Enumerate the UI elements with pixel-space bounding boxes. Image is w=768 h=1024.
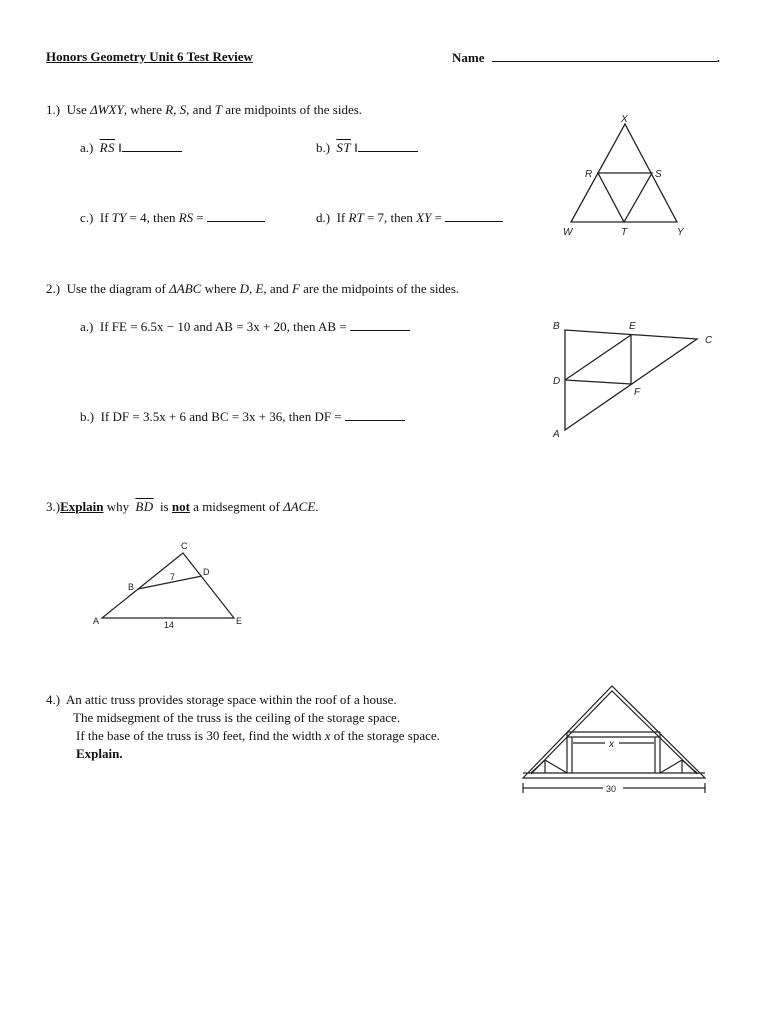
q3-post: a midsegment of bbox=[189, 499, 284, 514]
q2b bbox=[80, 408, 405, 425]
triangle-rst bbox=[598, 173, 652, 222]
q2-stem-post: are the midpoints of the sides. bbox=[299, 281, 460, 296]
q2-stem-and: and bbox=[266, 281, 292, 296]
label-e: E bbox=[236, 616, 243, 626]
q2-stem bbox=[46, 281, 459, 297]
q1d-post: = bbox=[431, 210, 442, 225]
q1-triangle: ΔWXY bbox=[90, 102, 124, 117]
q1-point-t: T bbox=[214, 102, 222, 117]
q1b-blank[interactable] bbox=[358, 139, 418, 152]
q4-line1 bbox=[46, 692, 397, 708]
q1b bbox=[316, 139, 418, 156]
q3-is: is bbox=[156, 499, 172, 514]
label-x: X bbox=[621, 114, 628, 125]
q2b-text: If DF = 3.5x + 6 and BC = 3x + 36, then DF = bbox=[100, 409, 342, 424]
name-end: . bbox=[716, 50, 720, 65]
q4-number: 4.) bbox=[46, 692, 61, 707]
q2a-blank[interactable] bbox=[350, 318, 410, 331]
q1-stem-post: are midpoints of the sides. bbox=[221, 102, 363, 117]
q1-triangle-figure bbox=[555, 110, 695, 240]
q4-line3-x: x bbox=[324, 728, 331, 743]
q1d bbox=[316, 209, 503, 226]
q1c-blank[interactable] bbox=[207, 209, 265, 222]
q4-line2: The midsegment of the truss is the ceiling of the storage space. bbox=[73, 710, 401, 725]
q2-stem-mid: where bbox=[201, 281, 240, 296]
name-blank[interactable] bbox=[492, 49, 717, 62]
q1-stem-mid: , where bbox=[123, 102, 166, 117]
label-b: B bbox=[128, 582, 135, 592]
label-d: D bbox=[553, 376, 561, 387]
name-label bbox=[452, 49, 720, 66]
q2-triangle-figure bbox=[545, 315, 720, 450]
q1c-var2: RS bbox=[178, 210, 194, 225]
q2a bbox=[80, 318, 410, 335]
q1c-var1: TY bbox=[111, 210, 127, 225]
label-y: Y bbox=[677, 227, 684, 238]
q1c-label: c.) bbox=[80, 210, 94, 225]
q4-line3 bbox=[76, 728, 440, 744]
q3-not: not bbox=[171, 499, 190, 514]
q1c-post: = bbox=[193, 210, 204, 225]
q4-line1-text: An attic truss provides storage space within the roof of a house. bbox=[65, 692, 397, 707]
label-t: T bbox=[621, 227, 628, 238]
label-w: W bbox=[563, 227, 573, 238]
q1-points: R, S, bbox=[165, 102, 190, 117]
q3-segment: $\overline{BD}$ bbox=[135, 499, 154, 514]
label-d: D bbox=[203, 567, 210, 577]
q1c bbox=[80, 209, 265, 226]
q2-triangle: ΔABC bbox=[169, 281, 202, 296]
q1d-pre: If bbox=[336, 210, 349, 225]
q4-line3-pre: If the base of the truss is 30 feet, find the width bbox=[76, 728, 325, 743]
label-f: F bbox=[634, 387, 641, 398]
label-a: A bbox=[93, 616, 100, 626]
q2a-label: a.) bbox=[80, 319, 94, 334]
label-b: B bbox=[553, 321, 560, 332]
q3-triangle: ΔACE bbox=[283, 499, 316, 514]
label-c: C bbox=[705, 335, 713, 346]
segment-de bbox=[565, 335, 631, 380]
triangle-ace bbox=[102, 553, 234, 618]
q4-truss-figure bbox=[515, 680, 715, 800]
label-r: R bbox=[585, 169, 593, 180]
label-x: x bbox=[609, 739, 614, 750]
q1a-blank[interactable] bbox=[122, 139, 182, 152]
q1c-pre: If bbox=[99, 210, 112, 225]
q1d-blank[interactable] bbox=[445, 209, 503, 222]
page-title: Honors Geometry Unit 6 Test Review bbox=[46, 49, 253, 64]
label-c: C bbox=[181, 541, 188, 551]
q3-explain: Explain bbox=[60, 499, 104, 514]
q1d-var2: XY bbox=[416, 210, 432, 225]
q1c-eq: = 4, then bbox=[126, 210, 179, 225]
label-thirty: 30 bbox=[606, 784, 617, 794]
q1a bbox=[80, 139, 182, 156]
truss-web-left-diag1 bbox=[545, 760, 567, 773]
q2-points: D, E, bbox=[239, 281, 267, 296]
q3-end: . bbox=[315, 499, 319, 514]
label-seven: 7 bbox=[170, 572, 176, 582]
q2-stem-pre: Use the diagram of bbox=[66, 281, 170, 296]
q2a-text: If FE = 6.5x − 10 and AB = 3x + 20, then AB = bbox=[99, 319, 347, 334]
q1-stem-pre: Use bbox=[66, 102, 91, 117]
q3-why: why bbox=[103, 499, 133, 514]
segment-df bbox=[565, 380, 631, 384]
q2b-blank[interactable] bbox=[345, 408, 405, 421]
q1d-eq: = 7, then bbox=[363, 210, 417, 225]
q1d-label: d.) bbox=[316, 210, 331, 225]
q3-number: 3.) bbox=[46, 499, 61, 514]
label-s: S bbox=[655, 169, 662, 180]
label-fourteen: 14 bbox=[164, 620, 175, 630]
q3-triangle-figure bbox=[88, 538, 248, 633]
q2-number: 2.) bbox=[46, 281, 61, 296]
q4-explain: Explain. bbox=[76, 746, 123, 761]
q1-stem bbox=[46, 102, 362, 118]
truss-web-right-diag1 bbox=[660, 760, 682, 773]
q1-number: 1.) bbox=[46, 102, 61, 117]
q1d-var1: RT bbox=[348, 210, 364, 225]
q1-stem-and: and bbox=[189, 102, 215, 117]
q1a-segment: $\overline{RS}$ bbox=[99, 140, 116, 155]
name-label-text: Name bbox=[452, 50, 485, 65]
q3-stem bbox=[46, 499, 319, 515]
q4-line3-post: of the storage space. bbox=[330, 728, 440, 743]
label-a: A bbox=[553, 429, 560, 440]
label-e: E bbox=[629, 321, 636, 332]
q2-point-f: F bbox=[291, 281, 300, 296]
q1a-parallel: ‖ bbox=[118, 140, 122, 155]
q1a-label: a.) bbox=[80, 140, 94, 155]
q1b-segment: $\overline{ST}$ bbox=[336, 140, 352, 155]
q1b-parallel: ‖ bbox=[354, 140, 358, 155]
q2b-label: b.) bbox=[80, 409, 95, 424]
q1b-label: b.) bbox=[316, 140, 331, 155]
